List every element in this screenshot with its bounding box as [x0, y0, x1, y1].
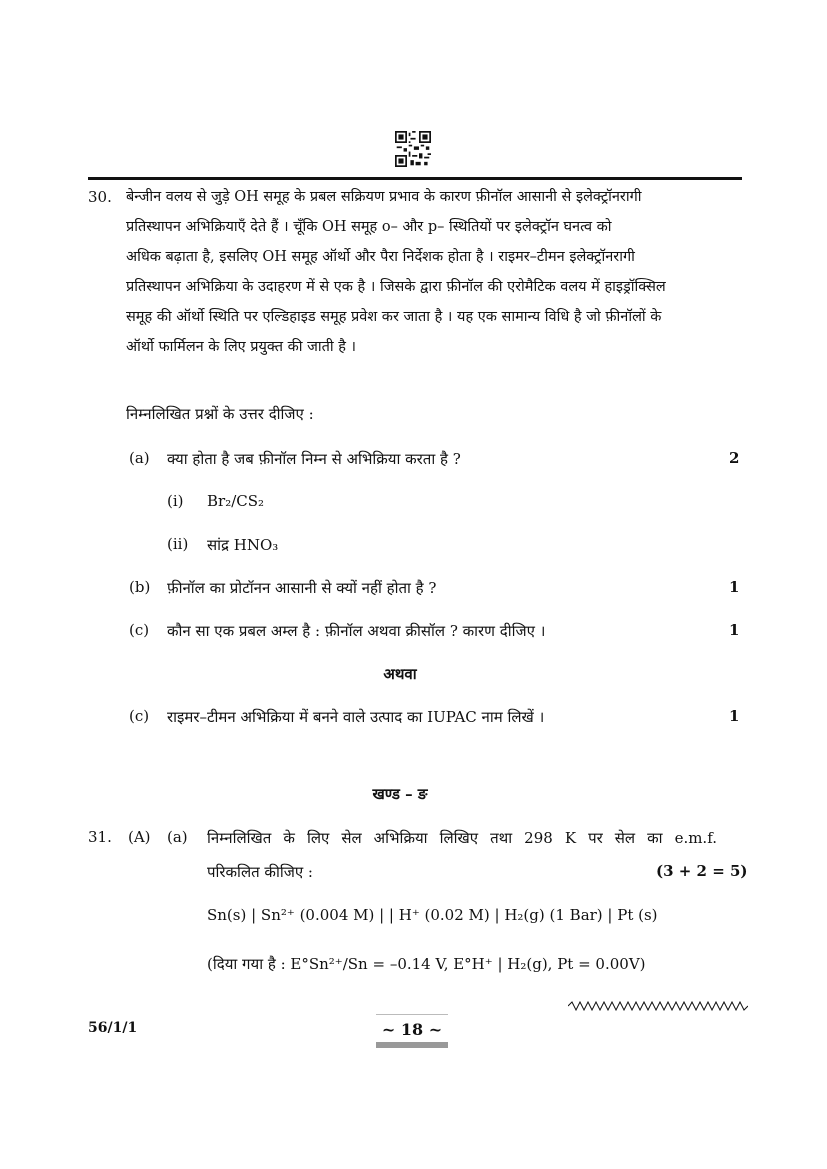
header-rule — [88, 177, 742, 180]
passage-line: अधिक बढ़ाता है, इसलिए OH समूह ऑर्थो और पैरा निर्देशक होता है । राइमर–टीमन इलेक्ट्रॉनरागी — [126, 249, 635, 265]
passage-line: ऑर्थो फार्मिलन के लिए प्रयुक्त की जाती है । — [126, 339, 357, 355]
passage-line: प्रतिस्थापन अभिक्रियाएँ देते हैं । चूँकि OH समूह o– और p– स्थितियों पर इलेक्ट्रॉन घनत्व को — [126, 219, 612, 235]
sub-question-text: कौन सा एक प्रबल अम्ल है : फ़ीनॉल अथवा क्रीसॉल ? कारण दीजिए । — [167, 622, 546, 640]
question-number: 30. — [88, 188, 112, 206]
sub-question-label: (b) — [129, 578, 151, 596]
instruction: निम्नलिखित प्रश्नों के उत्तर दीजिए : — [126, 405, 314, 423]
sub-question-text: राइमर–टीमन अभिक्रिया में बनने वाले उत्पाद का IUPAC नाम लिखें । — [167, 708, 545, 726]
part-label: (A) — [128, 828, 151, 846]
sub-question-text: क्या होता है जब फ़ीनॉल निम्न से अभिक्रिया करता है ? — [167, 450, 461, 468]
question-text: परिकलित कीजिए : — [207, 863, 313, 881]
marks: 1 — [729, 707, 740, 725]
wavy-line — [568, 1000, 748, 1012]
question-number: 31. — [88, 828, 112, 846]
sub-question-label: (c) — [129, 621, 150, 639]
sub-question-label: (c) — [129, 707, 150, 725]
passage-line: बेन्जीन वलय से जुड़े OH समूह के प्रबल सक्रियण प्रभाव के कारण फ़ीनॉल आसानी से इलेक्ट्रॉनरागी — [126, 189, 642, 205]
page-number-bar — [376, 1042, 448, 1048]
marks: 1 — [729, 621, 740, 639]
qr-code — [395, 131, 431, 167]
passage-line: प्रतिस्थापन अभिक्रिया के उदाहरण में से एक है । जिसके द्वारा फ़ीनॉल की एरोमैटिक वलय में हाइड्रॉक्सिल — [126, 279, 666, 295]
option-text: Br₂/CS₂ — [207, 492, 265, 510]
marks: 2 — [729, 449, 740, 467]
sub-question-label: (a) — [129, 449, 150, 467]
option-label: (ii) — [167, 535, 189, 553]
sub-question-label: (a) — [167, 828, 188, 846]
or-divider: अथवा — [383, 665, 417, 683]
cell-notation: Sn(s) | Sn²⁺ (0.004 M) | | H⁺ (0.02 M) | H₂(g) (1 Bar) | Pt (s) — [207, 906, 658, 924]
page-number-rule — [376, 1014, 448, 1015]
page-number: ~ 18 ~ — [381, 1020, 443, 1039]
paper-code: 56/1/1 — [88, 1020, 138, 1036]
question-30-passage — [126, 182, 742, 362]
option-label: (i) — [167, 492, 184, 510]
section-heading: खण्ड – ङ — [372, 785, 428, 803]
marks: 1 — [729, 578, 740, 596]
question-text: निम्नलिखित के लिए सेल अभिक्रिया लिखिए तथा 298 K पर सेल का e.m.f. — [207, 829, 717, 847]
passage-line: समूह की ऑर्थो स्थिति पर एल्डिहाइड समूह प्रवेश कर जाता है । यह एक सामान्य विधि है जो फ़ीनॉलों के — [126, 309, 662, 325]
option-text: सांद्र HNO₃ — [207, 536, 279, 554]
sub-question-text: फ़ीनॉल का प्रोटॉनन आसानी से क्यों नहीं होता है ? — [167, 579, 437, 597]
marks: (3 + 2 = 5) — [656, 862, 748, 880]
given-data: (दिया गया है : E°Sn²⁺/Sn = –0.14 V, E°H⁺ | H₂(g), Pt = 0.00V) — [207, 955, 646, 973]
